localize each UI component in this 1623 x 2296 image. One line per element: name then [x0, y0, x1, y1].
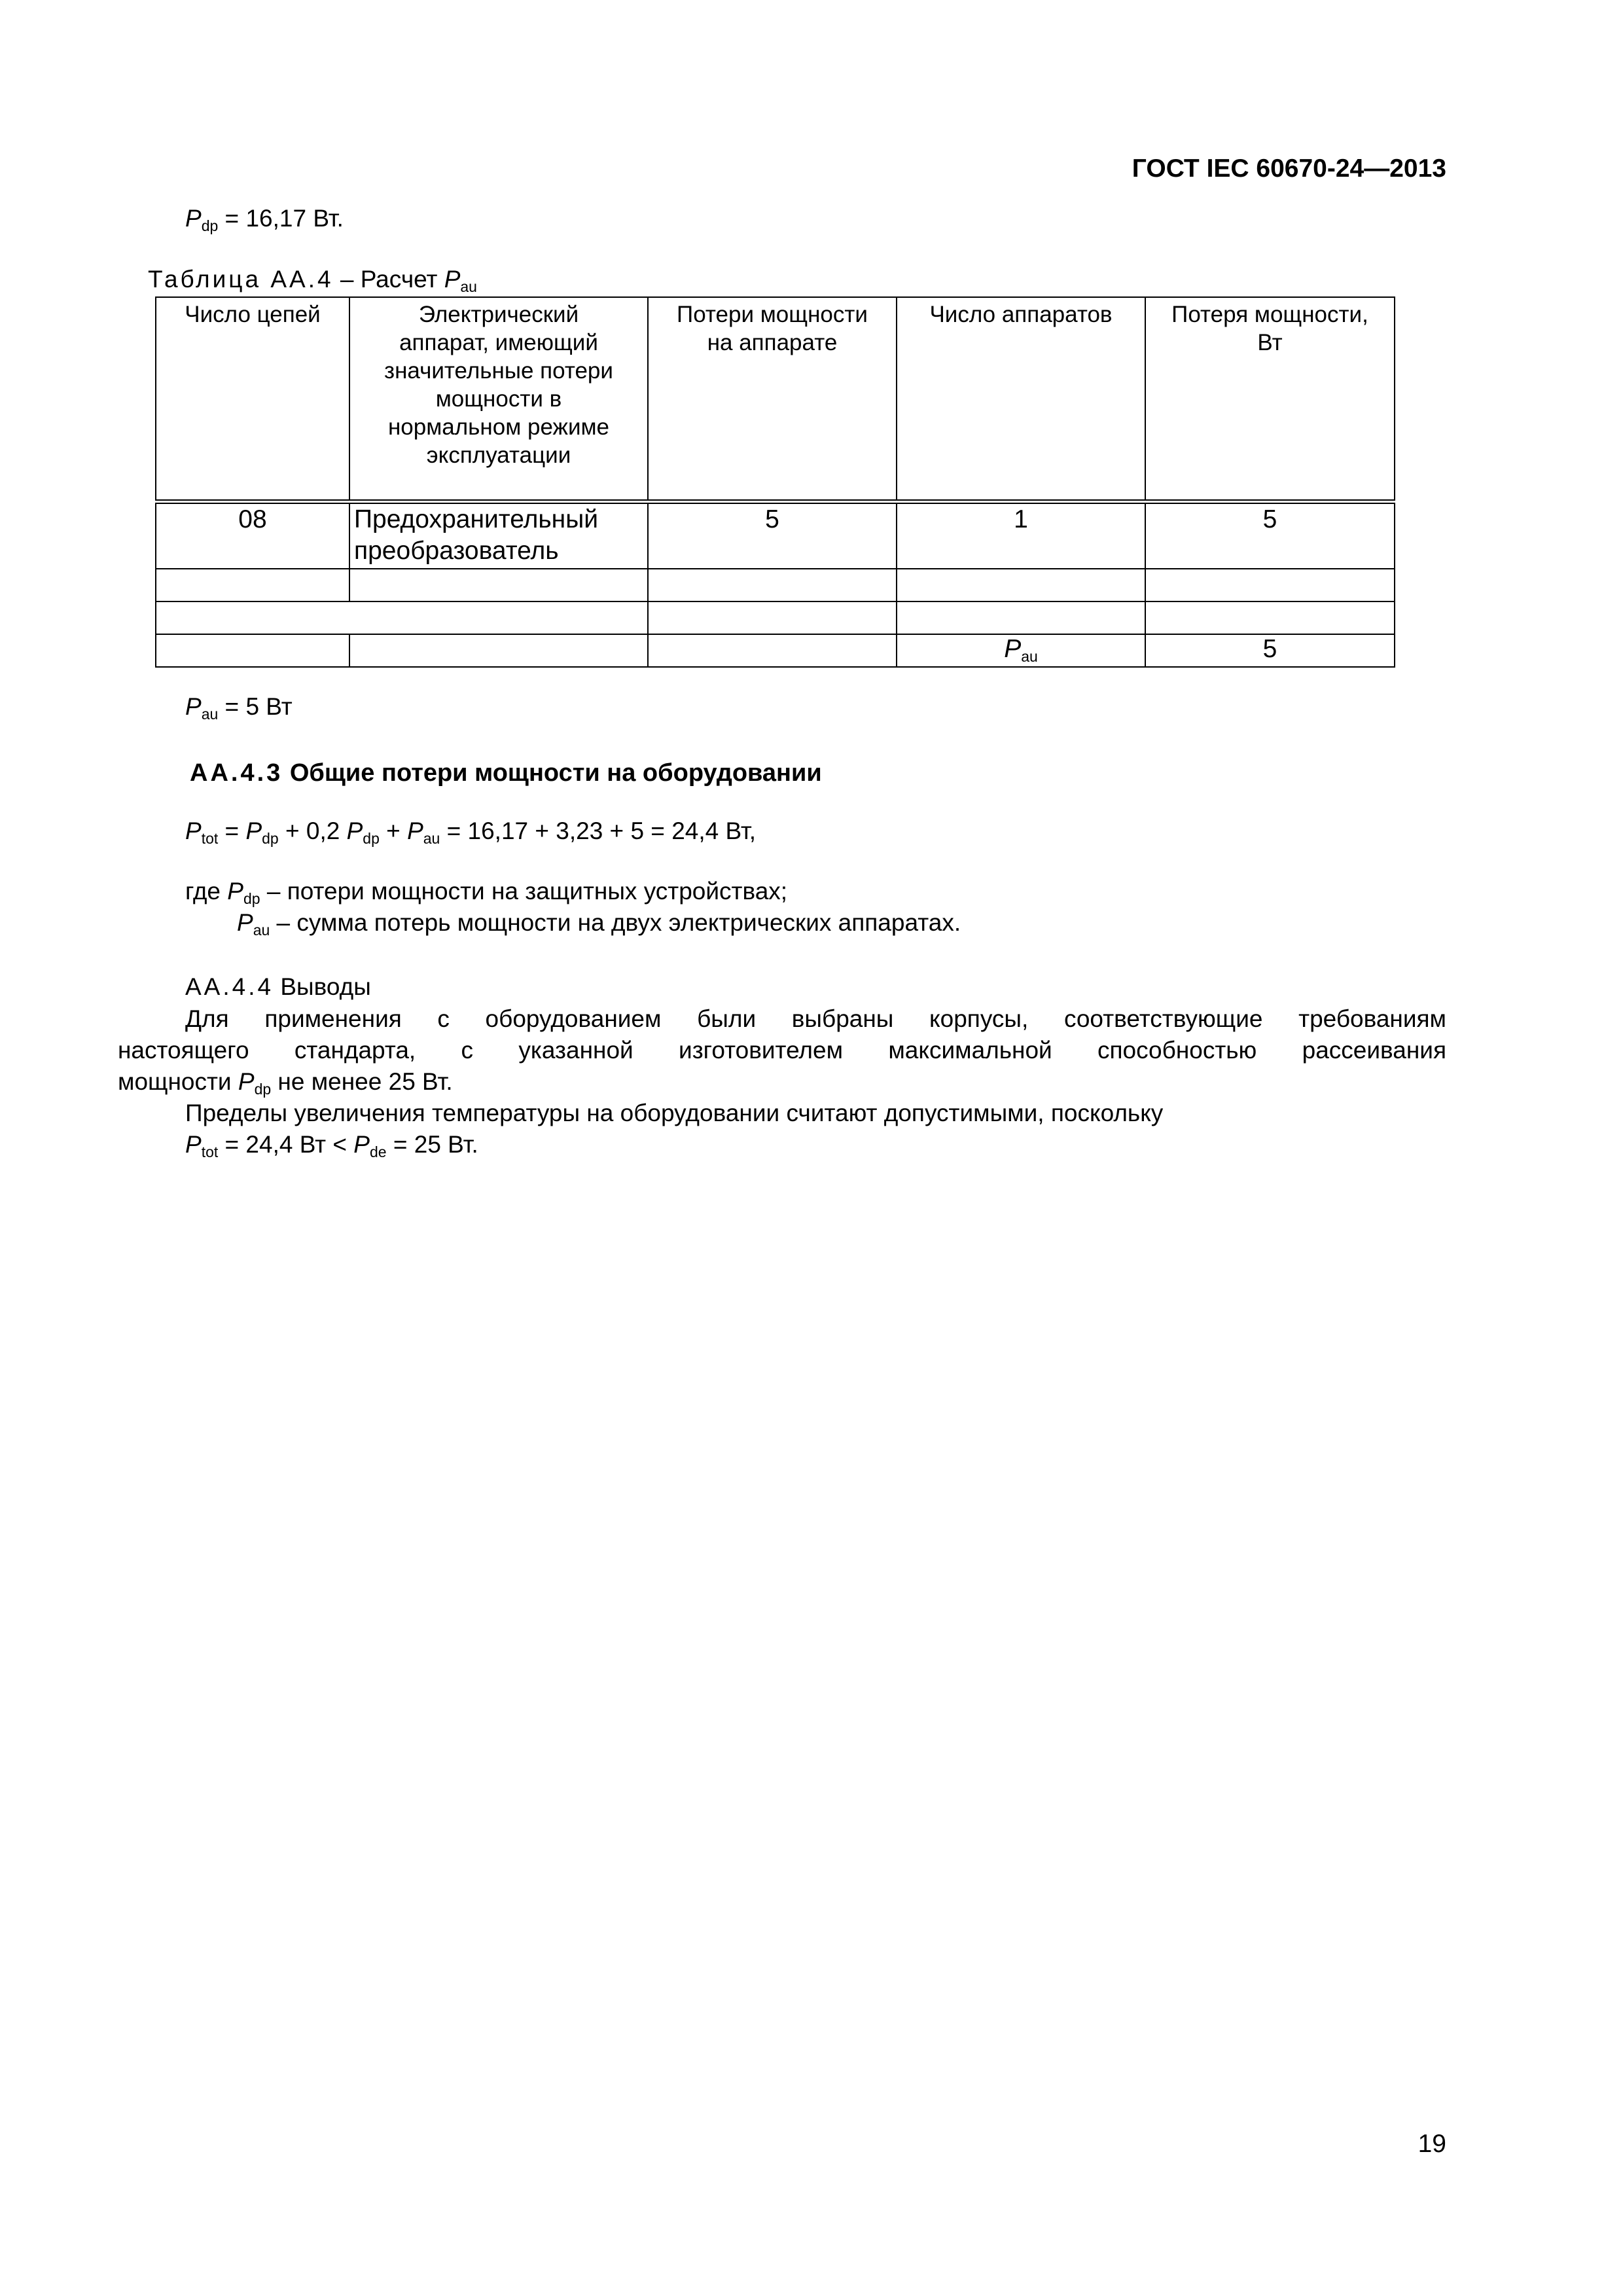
- total-value-cell: 5: [1145, 634, 1395, 667]
- header-electrical-apparatus: Электрический аппарат, имеющий значительные потери мощности в нормальном режиме эксплуатации: [349, 297, 648, 502]
- cell-empty: [897, 601, 1145, 634]
- section-number: АА.4.3: [190, 759, 283, 787]
- pdp-value: = 16,17 Вт.: [218, 205, 344, 232]
- where-definition-pau: $P_{au}$ – сумма потерь мощности на двух электрических аппаратах.: [237, 909, 961, 939]
- cell-empty: [349, 634, 648, 667]
- pdp-value-line: [185, 204, 344, 233]
- total-loss-formula: $P_{tot} = P_{dp} + 0,2$ $P_{dp} + P_{au} = 16,17 + 3,23 + 5 = 24,4$ Вт,: [185, 817, 757, 847]
- table-row: [156, 601, 1395, 634]
- table-row: [156, 569, 1395, 601]
- cell-empty: [648, 569, 897, 601]
- section-title: Общие потери мощности на оборудовании: [289, 759, 822, 787]
- cell-circuit: 08: [156, 502, 349, 569]
- header-apparatus-count: Число аппаратов: [897, 297, 1145, 502]
- header-apparatus-loss: Потери мощности на аппарате: [648, 297, 897, 502]
- cell-empty: [897, 569, 1145, 601]
- conclusions-paragraph-line2: настоящего стандарта, с указанной изготовителем максимальной способностью рассеивания: [118, 1037, 1446, 1064]
- cell-empty: [349, 569, 648, 601]
- table-caption-number: Таблица АА.4: [148, 266, 334, 293]
- cell-apparatus: Предохранительный преобразователь: [349, 502, 648, 569]
- cell-power-loss: 5: [1145, 502, 1395, 569]
- table-caption-text: – Расчет: [333, 266, 444, 293]
- symbol-p: P: [185, 205, 202, 232]
- conclusions-paragraph-line3: мощности $P_{dp}$ не менее 25 Вт.: [118, 1068, 453, 1098]
- cell-empty: [648, 634, 897, 667]
- cell-empty: [156, 601, 648, 634]
- conclusions-paragraph-line1: Для применения с оборудованием были выбраны корпусы, соответствующие требованиям: [185, 1005, 1446, 1032]
- cell-empty: [1145, 569, 1395, 601]
- cell-empty: [156, 569, 349, 601]
- table-caption-subscript: au: [460, 278, 477, 295]
- document-header: ГОСТ IEC 60670-24—2013: [1132, 154, 1446, 183]
- total-label-cell: $P_{au}$: [897, 634, 1145, 667]
- table-row: [156, 502, 1395, 569]
- power-loss-table: [155, 296, 1395, 668]
- cell-empty: [156, 634, 349, 667]
- cell-empty: [648, 601, 897, 634]
- header-circuit-count: Число цепей: [156, 297, 349, 502]
- temperature-paragraph-line1: Пределы увеличения температуры на оборудовании считают допустимыми, поскольку: [185, 1100, 1164, 1126]
- subscript-dp: dp: [201, 217, 219, 234]
- header-power-loss: Потеря мощности, Вт: [1145, 297, 1395, 502]
- where-definition-pdp: где $P_{dp}$ – потери мощности на защитных устройствах;: [185, 878, 788, 907]
- cell-apparatus-loss: 5: [648, 502, 897, 569]
- cell-empty: [1145, 601, 1395, 634]
- cell-apparatus-count: 1: [897, 502, 1145, 569]
- conclusions-heading: АА.4.4 Выводы: [185, 973, 371, 1000]
- table-header-row: [156, 297, 1395, 502]
- temperature-paragraph-line2: $P_{tot} = 24,4$ Вт < $P_{de} = 25$ Вт.: [185, 1131, 478, 1160]
- table-total-row: [156, 634, 1395, 667]
- pau-result-line: $P_{au} = 5$ Вт: [185, 693, 293, 723]
- table-caption-symbol: P: [444, 266, 461, 293]
- page-number: 19: [1418, 2130, 1446, 2158]
- section-heading: [190, 759, 822, 787]
- table-caption: [148, 265, 477, 294]
